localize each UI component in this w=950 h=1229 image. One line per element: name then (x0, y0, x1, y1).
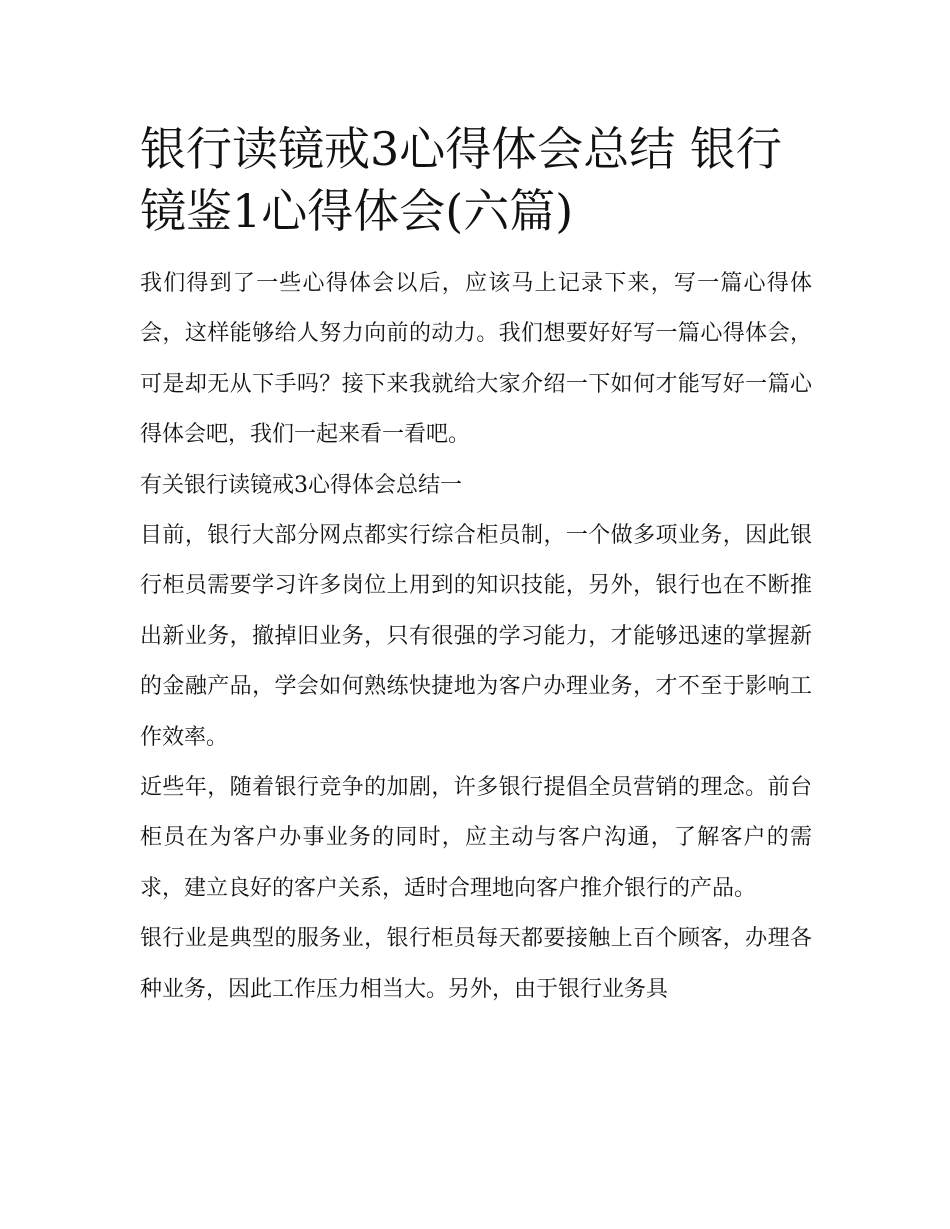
intro-paragraph: 我们得到了一些心得体会以后，应该马上记录下来，写一篇心得体会，这样能够给人努力向前的动力。我们想要好好写一篇心得体会，可是却无从下手吗？接下来我就给大家介绍一下如何才能写好一篇心得体会吧，我们一起来看一看吧。 (140, 271, 812, 448)
document-content (140, 118, 812, 1015)
body-paragraph-1: 目前，银行大部分网点都实行综合柜员制，一个做多项业务，因此银行柜员需要学习许多岗位上用到的知识技能，另外，银行也在不断推出新业务，撤掉旧业务，只有很强的学习能力，才能够迅速的掌握新的金融产品，学会如何熟练快捷地为客户办理业务，才不至于影响工作效率。 (140, 523, 812, 750)
document-title: 银行读镜戒3心得体会总结 银行镜鉴1心得体会(六篇) (140, 122, 782, 238)
body-paragraph-2: 近些年，随着银行竞争的加剧，许多银行提倡全员营销的理念。前台柜员在为客户办事业务的同时，应主动与客户沟通，了解客户的需求，建立良好的客户关系，适时合理地向客户推介银行的产品。 (140, 775, 812, 901)
section-title: 有关银行读镜戒3心得体会总结一 (140, 472, 462, 498)
body-paragraph-3: 银行业是典型的服务业，银行柜员每天都要接触上百个顾客，办理各种业务，因此工作压力相当大。另外，由于银行业务具 (140, 926, 812, 1002)
